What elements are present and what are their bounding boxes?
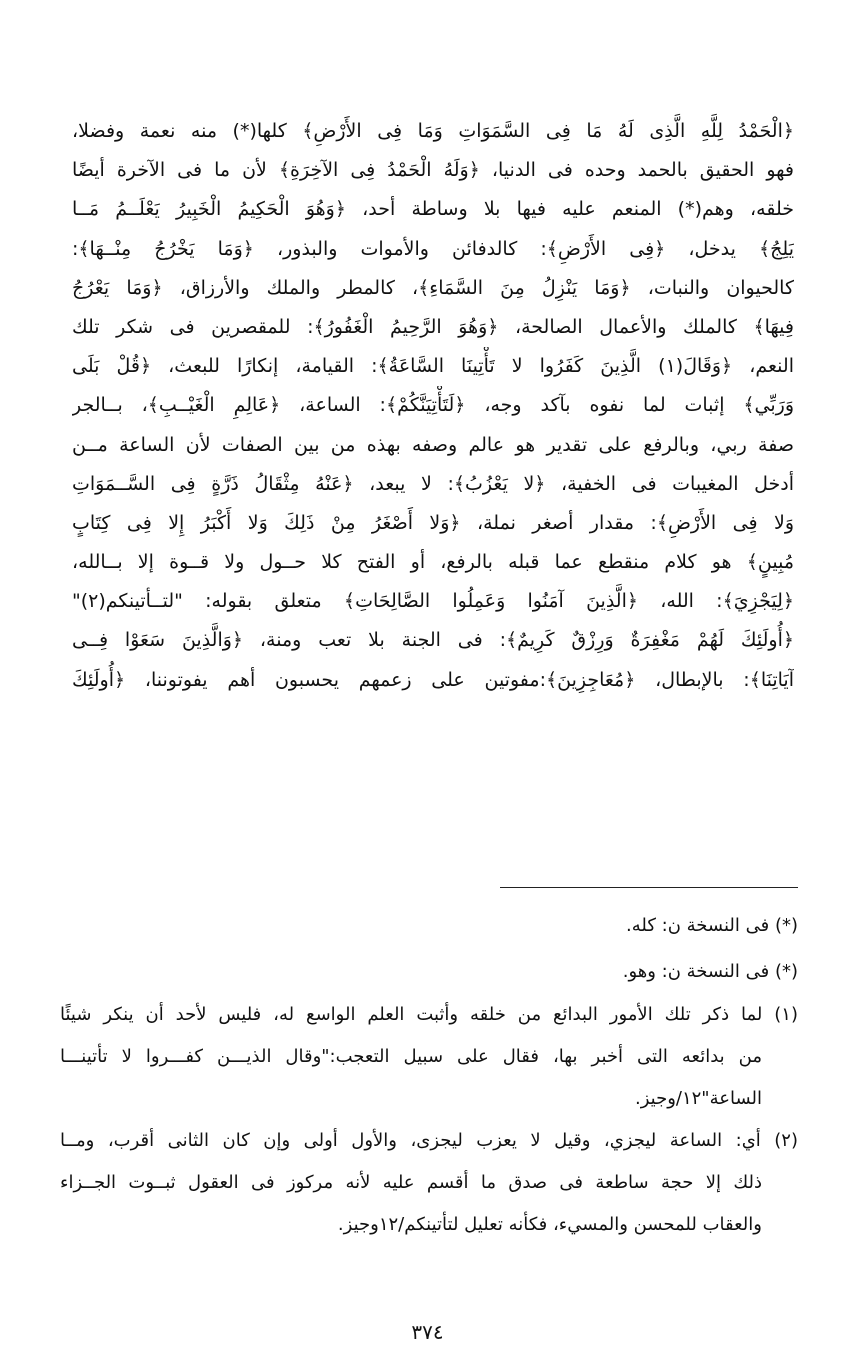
- footnote-line: الساعة"١٢/وجيز.: [634, 1088, 762, 1109]
- footnote-line: (*) فى النسخة ن: وهو.: [622, 961, 798, 982]
- text-line: ﴿لِيَجْزِيَ﴾: الله، ﴿الَّذِينَ آمَنُوا وَعَمِلُوا الصَّالِحَاتِ﴾ متعلق بقوله: "لتــأتينكم(٢)": [72, 590, 794, 613]
- text-line: فهو الحقيق بالحمد وحده فى الدنيا، ﴿وَلَهُ الْحَمْدُ فِى الآخِرَةِ﴾ لأن ما فى الآخرة أيضًا: [72, 159, 794, 182]
- page-number: ٣٧٤: [411, 1320, 444, 1344]
- footnotes-block: [60, 903, 798, 1246]
- text-line: وَرَبِّي﴾ إثبات لما نفوه بآكد وجه، ﴿لَتَأْتِيَنَّكُمْ﴾: الساعة، ﴿عَالِمِ الْغَيْــبِ﴾، بــالجر: [72, 394, 794, 417]
- footnote-line: (*) فى النسخة ن: كله.: [626, 915, 798, 936]
- text-line: النعم، ﴿وَقَالَ(١) الَّذِينَ كَفَرُوا لا تَأْتِينَا السَّاعَةُ﴾: القيامة، إنكارًا للبعث، ﴿قُلْ بَلَى: [72, 355, 794, 378]
- footnote-line: ذلك إلا حجة ساطعة فى صدق ما أقسم عليه لأنه مركوز فى العقول ثبــوت الجــزاء: [60, 1172, 762, 1193]
- footnote-line: (٢) أي: الساعة ليجزي، وقيل لا يعزب ليجزى، والأول أولى وإن كان الثانى أقرب، ومــا: [60, 1130, 798, 1151]
- text-line: ﴿الْحَمْدُ لِلَّهِ الَّذِى لَهُ مَا فِى السَّمَوَاتِ وَمَا فِى الأَرْضِ﴾ كلها(*) منه نعمة وفضلا،: [72, 120, 794, 142]
- text-line: مُبِينٍ﴾ هو كلام منقطع عما قبله بالرفع، أو الفتح كلا حــول ولا قــوة إلا بــالله،: [72, 551, 794, 574]
- text-line: خلقه، وهم(*) المنعم عليه فيها بلا وساطة أحد، ﴿وَهُوَ الْحَكِيمُ الْخَبِيرُ يَعْلَــمُ مَــا: [72, 198, 794, 221]
- text-line: آيَاتِنَا﴾: بالإبطال، ﴿مُعَاجِزِينَ﴾:مفوتين على زعمهم يحسبون أهم يفوتوننا، ﴿أُولَئِكَ: [72, 668, 794, 691]
- text-line: أدخل المغيبات فى الخفية، ﴿لا يَعْزُبُ﴾: لا يبعد، ﴿عَنْهُ مِثْقَالُ ذَرَّةٍ فِى السَّــمَوَاتِ: [72, 472, 794, 495]
- footnote-line: والعقاب للمحسن والمسيء، فكأنه تعليل لتأتينكم/١٢وجيز.: [337, 1214, 762, 1235]
- footnote-line: (١) لما ذكر تلك الأمور البدائع من خلقه وأثبت العلم الواسع له، فليس لأحد أن ينكر شيئًا: [60, 1004, 798, 1025]
- footnote-divider: [500, 887, 798, 888]
- text-line: فِيهَا﴾ كالملك والأعمال الصالحة، ﴿وَهُوَ الرَّحِيمُ الْغَفُورُ﴾: للمقصرين فى شكر تلك: [72, 315, 794, 338]
- text-line: صفة ربي، وبالرفع على تقدير هو عالم وصفه بهذه من بين الصفات لأن الساعة مــن: [72, 433, 794, 456]
- main-text-block: [72, 112, 794, 700]
- text-line: كالحيوان والنبات، ﴿وَمَا يَنْزِلُ مِنَ السَّمَاءِ﴾، كالمطر والملك والأرزاق، ﴿وَمَا يَعْرُجُ: [72, 276, 794, 299]
- text-line: ﴿أُولَئِكَ لَهُمْ مَغْفِرَةٌ وَرِزْقٌ كَرِيمٌ﴾: فى الجنة بلا تعب ومنة، ﴿وَالَّذِينَ سَعَوْا فِــى: [72, 629, 794, 652]
- footnote-line: من بدائعه التى أخبر بها، فقال على سبيل التعجب:"وقال الذيـــن كفـــروا لا تأتينـــا: [60, 1046, 762, 1067]
- text-line: وَلا فِى الأَرْضِ﴾: مقدار أصغر نملة، ﴿وَلا أَصْغَرُ مِنْ ذَلِكَ وَلا أَكْبَرُ إِلا فِى كِتَابٍ: [72, 511, 794, 534]
- text-line: يَلِجُ﴾ يدخل، ﴿فِى الأَرْضِ﴾: كالدفائن والأموات والبذور، ﴿وَمَا يَخْرُجُ مِنْــهَا﴾:: [72, 237, 794, 260]
